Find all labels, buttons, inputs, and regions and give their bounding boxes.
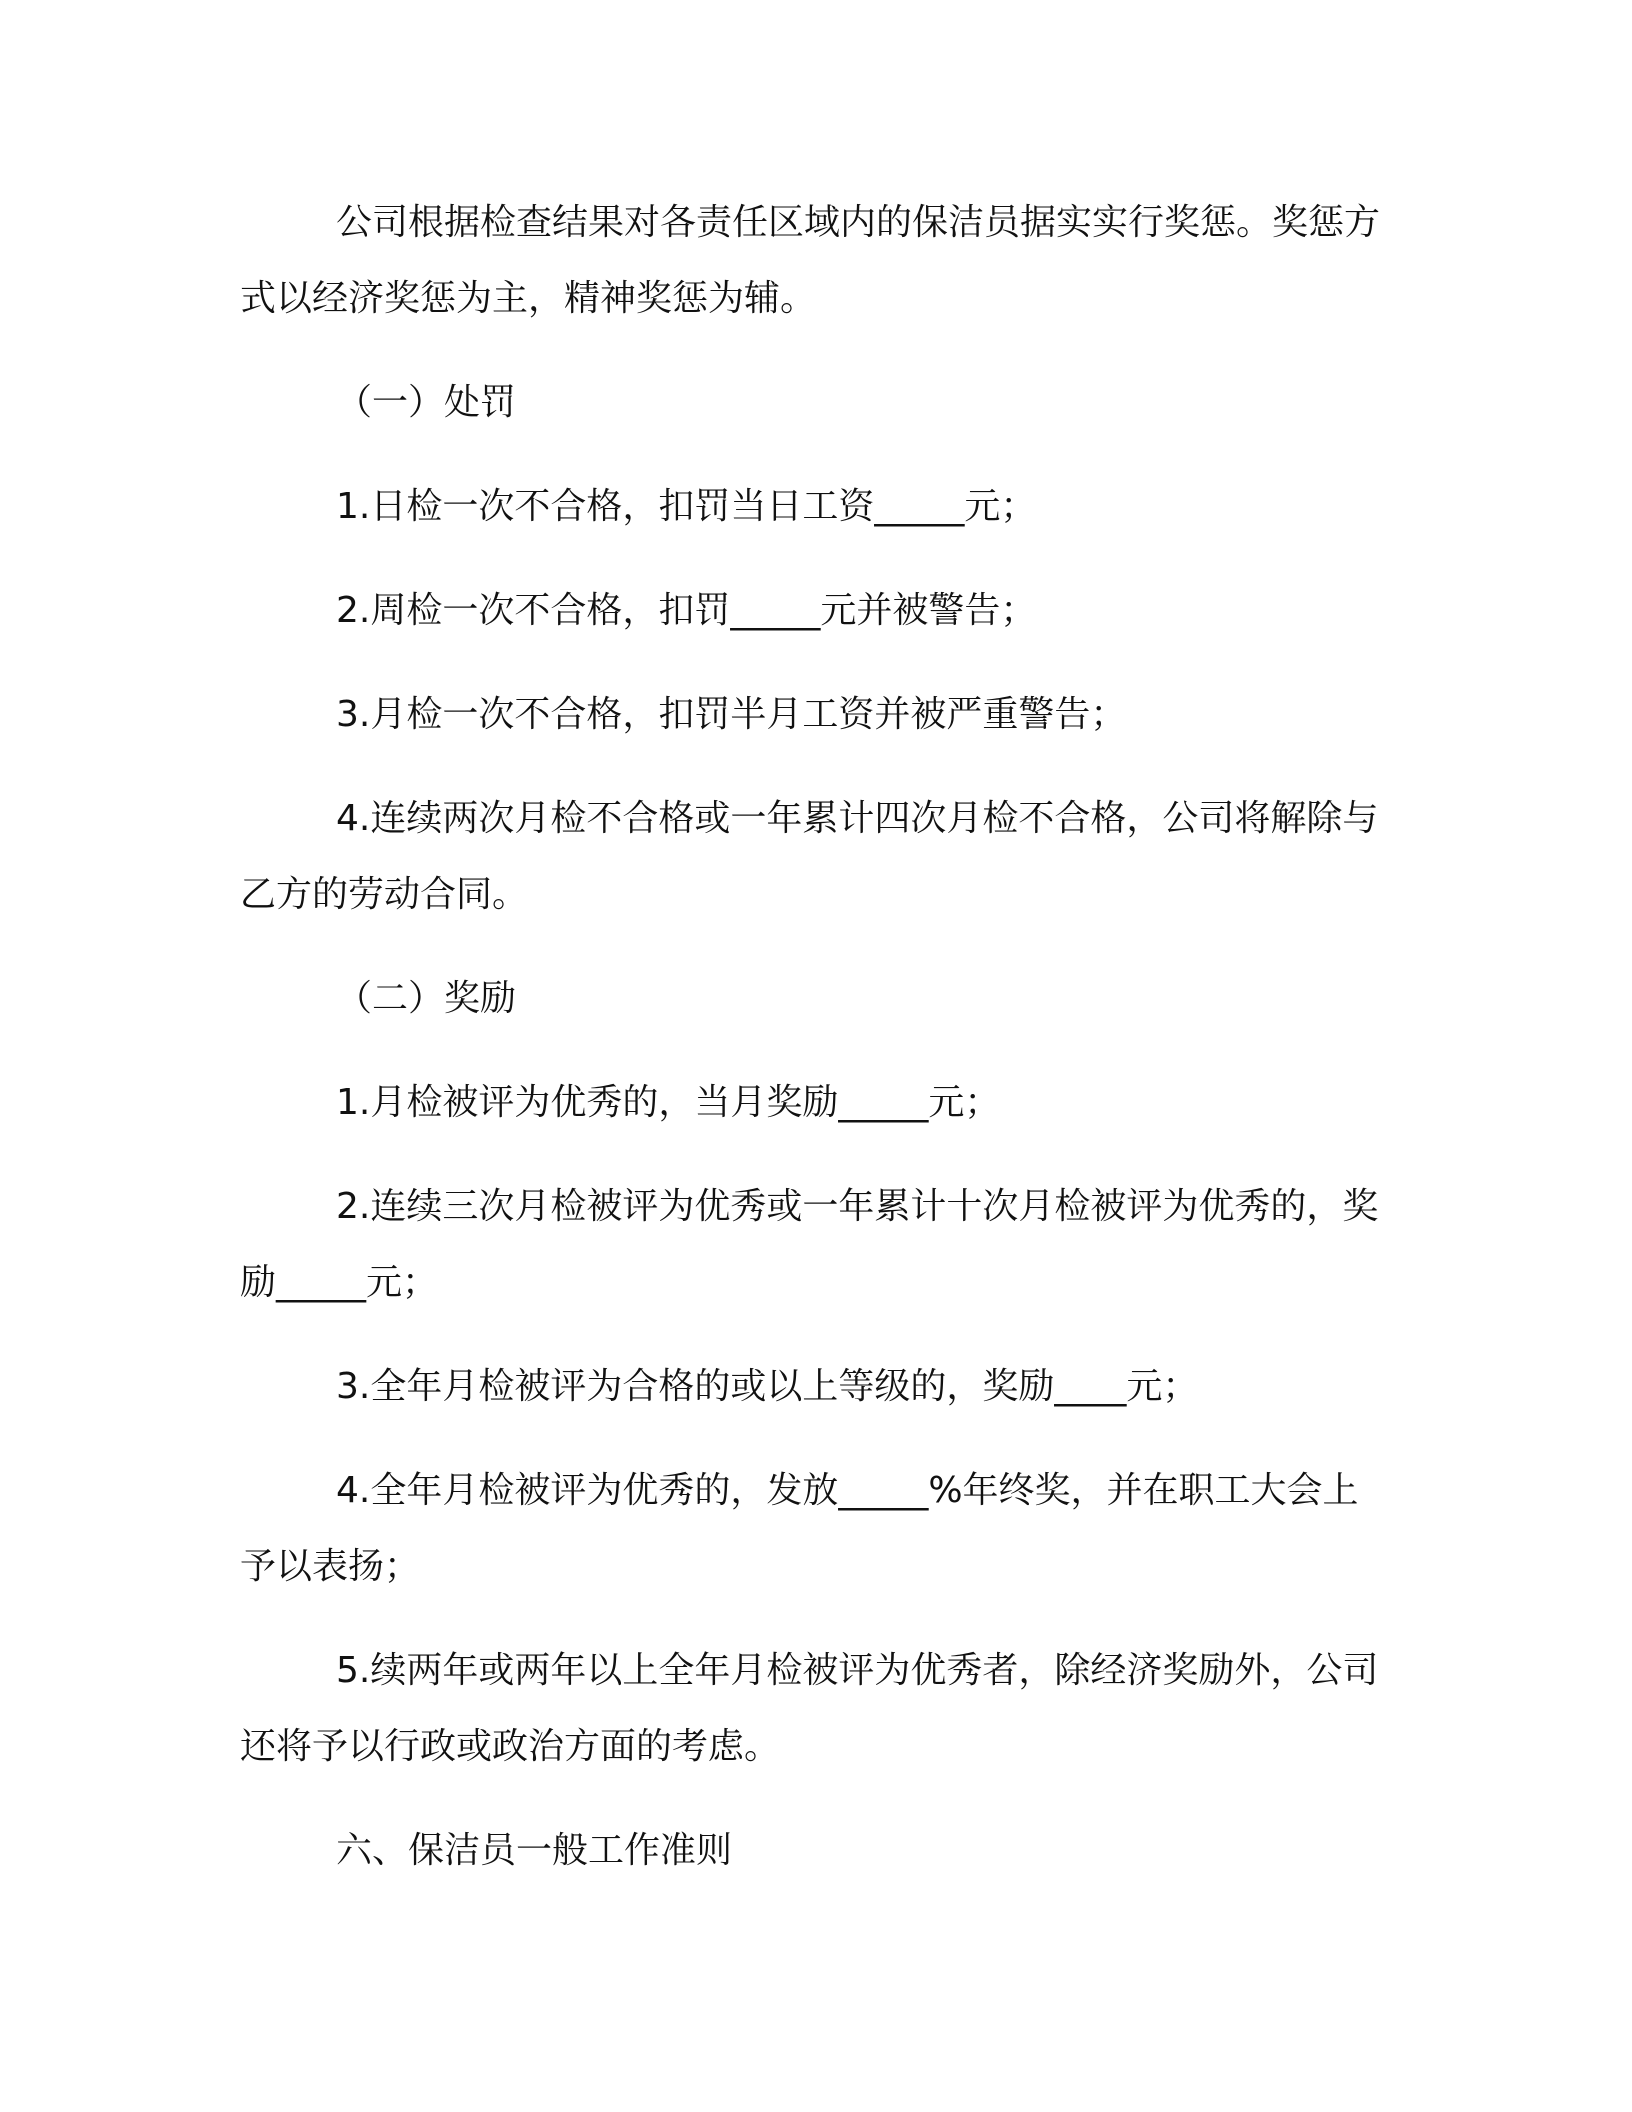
reward-item-1: 1.月检被评为优秀的，当月奖励_____元； xyxy=(336,1082,1001,1123)
penalty-item-4: 4.连续两次月检不合格或一年累计四次月检不合格，公司将解除与乙方的劳动合同。 xyxy=(240,798,1379,915)
section-heading-reward: （二）奖励 xyxy=(336,978,517,1019)
paragraph-intro: 公司根据检查结果对各责任区域内的保洁员据实实行奖惩。奖惩方式以经济奖惩为主，精神奖惩为辅。 xyxy=(240,202,1381,319)
reward-item-4: 4.全年月检被评为优秀的，发放_____%年终奖，并在职工大会上予以表扬； xyxy=(240,1470,1359,1587)
penalty-item-1: 1.日检一次不合格，扣罚当日工资_____元； xyxy=(336,486,1037,527)
reward-item-2: 2.连续三次月检被评为优秀或一年累计十次月检被评为优秀的，奖励_____元； xyxy=(240,1186,1379,1303)
reward-item-3: 3.全年月检被评为合格的或以上等级的，奖励____元； xyxy=(336,1366,1199,1407)
section-heading-penalty: （一）处罚 xyxy=(336,382,517,423)
penalty-item-2: 2.周检一次不合格，扣罚_____元并被警告； xyxy=(336,590,1037,631)
penalty-item-3: 3.月检一次不合格，扣罚半月工资并被严重警告； xyxy=(336,694,1127,735)
document-body xyxy=(240,185,1380,1889)
section-heading-general-rules: 六、保洁员一般工作准则 xyxy=(336,1830,733,1871)
reward-item-5: 5.续两年或两年以上全年月检被评为优秀者，除经济奖励外，公司还将予以行政或政治方面的考虑。 xyxy=(240,1650,1379,1767)
